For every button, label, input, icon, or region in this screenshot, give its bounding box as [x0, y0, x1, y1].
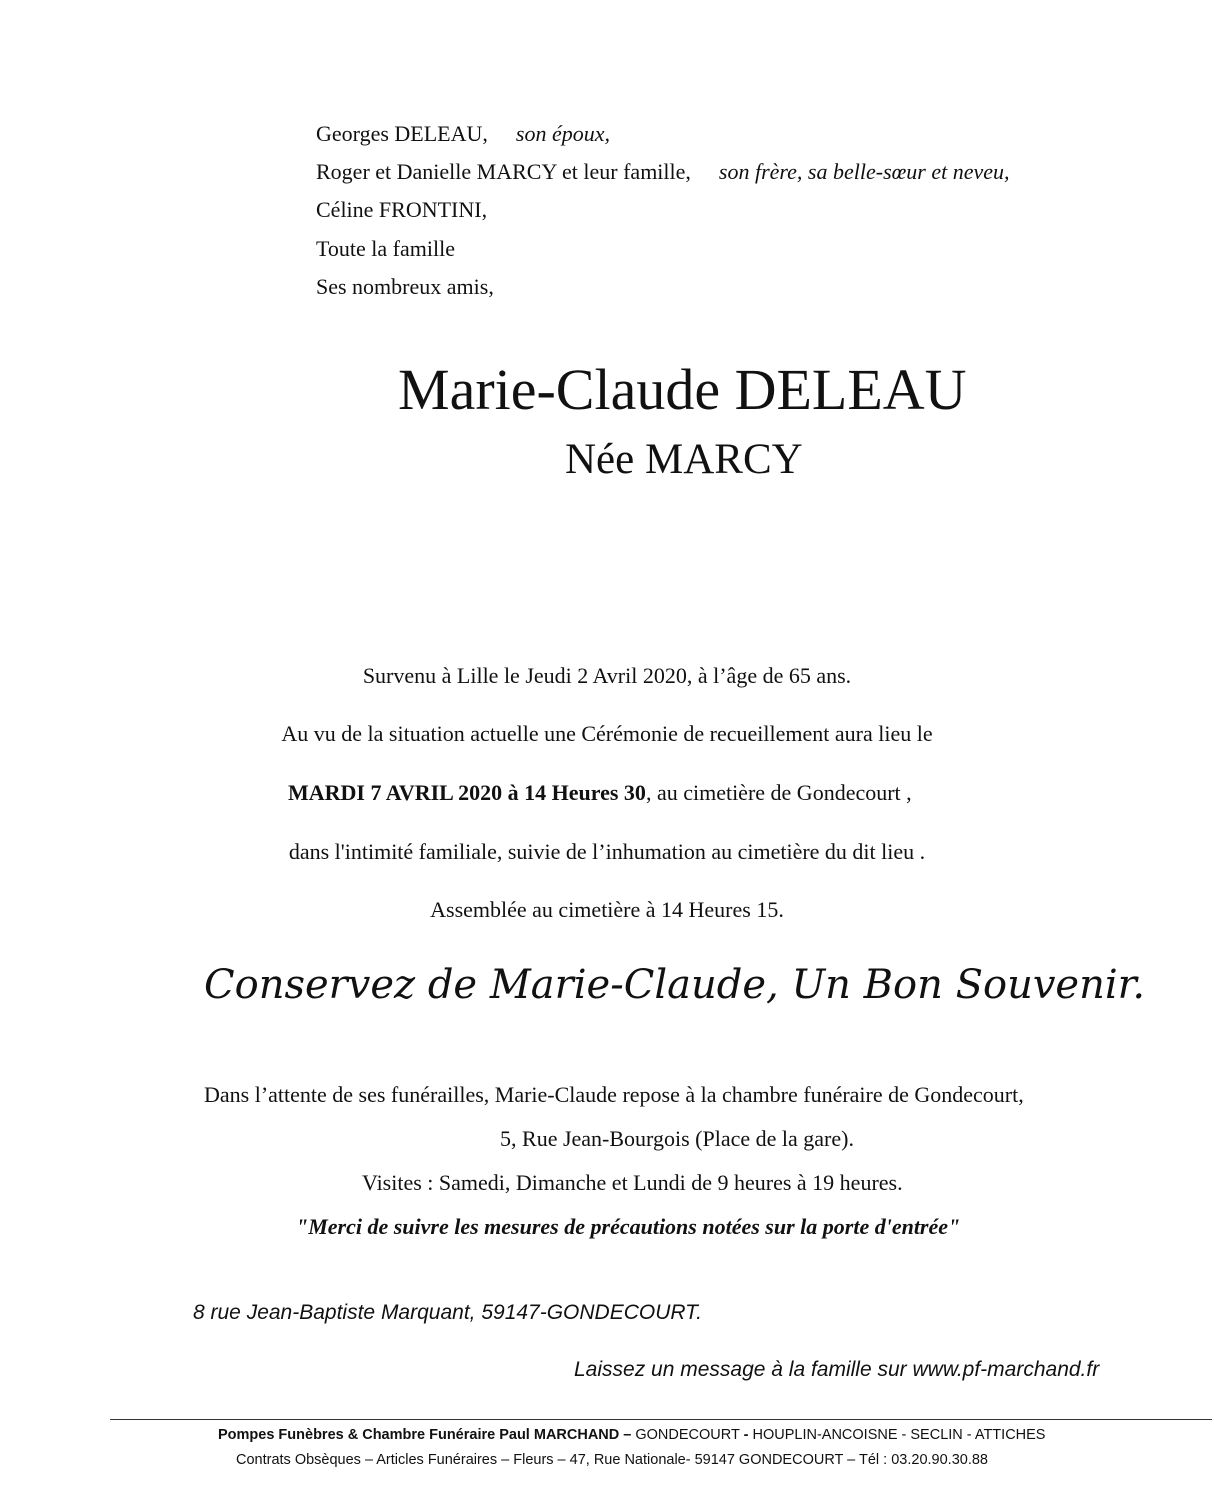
family-line	[316, 121, 610, 147]
visitation-address: 5, Rue Jean-Bourgois (Place de la gare).	[500, 1126, 854, 1151]
footer-company-line	[218, 1425, 1045, 1445]
announcement-line: Survenu à Lille le Jeudi 2 Avril 2020, à l’âge de 65 ans.	[362, 663, 852, 688]
deceased-name: Marie-Claude DELEAU	[398, 357, 967, 422]
tribute-text: Conservez de Marie-Claude, Un Bon Souvenir.	[204, 962, 1146, 1008]
footer-towns: HOUPLIN-ANCOISNE - SECLIN - ATTICHES	[748, 1427, 1046, 1443]
visitation-line: Dans l’attente de ses funérailles, Marie-Claude repose à la chambre funéraire de Gondecourt,	[204, 1082, 1024, 1107]
announcement-line: Au vu de la situation actuelle une Cérémonie de recueillement aura lieu le	[281, 721, 933, 746]
website-message: Laissez un message à la famille sur www.pf-marchand.fr	[574, 1358, 1100, 1381]
family-name: Georges DELEAU,	[316, 121, 488, 146]
announcement-line: dans l'intimité familiale, suivie de l’inhumation au cimetière du dit lieu .	[288, 839, 926, 864]
assembly-line: Assemblée au cimetière à 14 Heures 15.	[430, 897, 784, 922]
visitation-hours: Visites : Samedi, Dimanche et Lundi de 9 heures à 19 heures.	[362, 1170, 903, 1195]
family-name: Toute la famille	[316, 236, 455, 261]
family-name: Roger et Danielle MARCY et leur famille,	[316, 159, 691, 184]
footer-dash: -	[743, 1427, 749, 1443]
footer-services-line: Contrats Obsèques – Articles Funéraires – Fleurs – 47, Rue Nationale- 59147 GONDECOURT – Tél : 03.20.90.30.88	[236, 1452, 988, 1468]
family-line	[316, 274, 494, 300]
family-name: Céline FRONTINI,	[316, 197, 488, 222]
family-line	[316, 159, 1010, 185]
deceased-maiden-name: Née MARCY	[565, 436, 803, 483]
footer-town-main: GONDECOURT	[631, 1427, 744, 1443]
footer-divider	[110, 1419, 1212, 1420]
precautions-notice: "Merci de suivre les mesures de précautions notées sur la porte d'entrée"	[296, 1214, 961, 1239]
family-relation: son frère, sa belle-sœur et neveu,	[718, 159, 1010, 184]
ceremony-place: , au cimetière de Gondecourt ,	[645, 780, 912, 805]
ceremony-line	[288, 779, 912, 807]
family-relation: son époux,	[515, 121, 610, 146]
family-line	[316, 197, 487, 223]
footer-company-name: Pompes Funèbres & Chambre Funéraire Paul MARCHAND –	[218, 1427, 632, 1443]
ceremony-date: MARDI 7 AVRIL 2020 à 14 Heures 30	[288, 780, 646, 805]
family-name: Ses nombreux amis,	[316, 274, 494, 299]
family-line	[316, 236, 455, 262]
funeral-home-address: 8 rue Jean-Baptiste Marquant, 59147-GONDECOURT.	[193, 1301, 702, 1324]
